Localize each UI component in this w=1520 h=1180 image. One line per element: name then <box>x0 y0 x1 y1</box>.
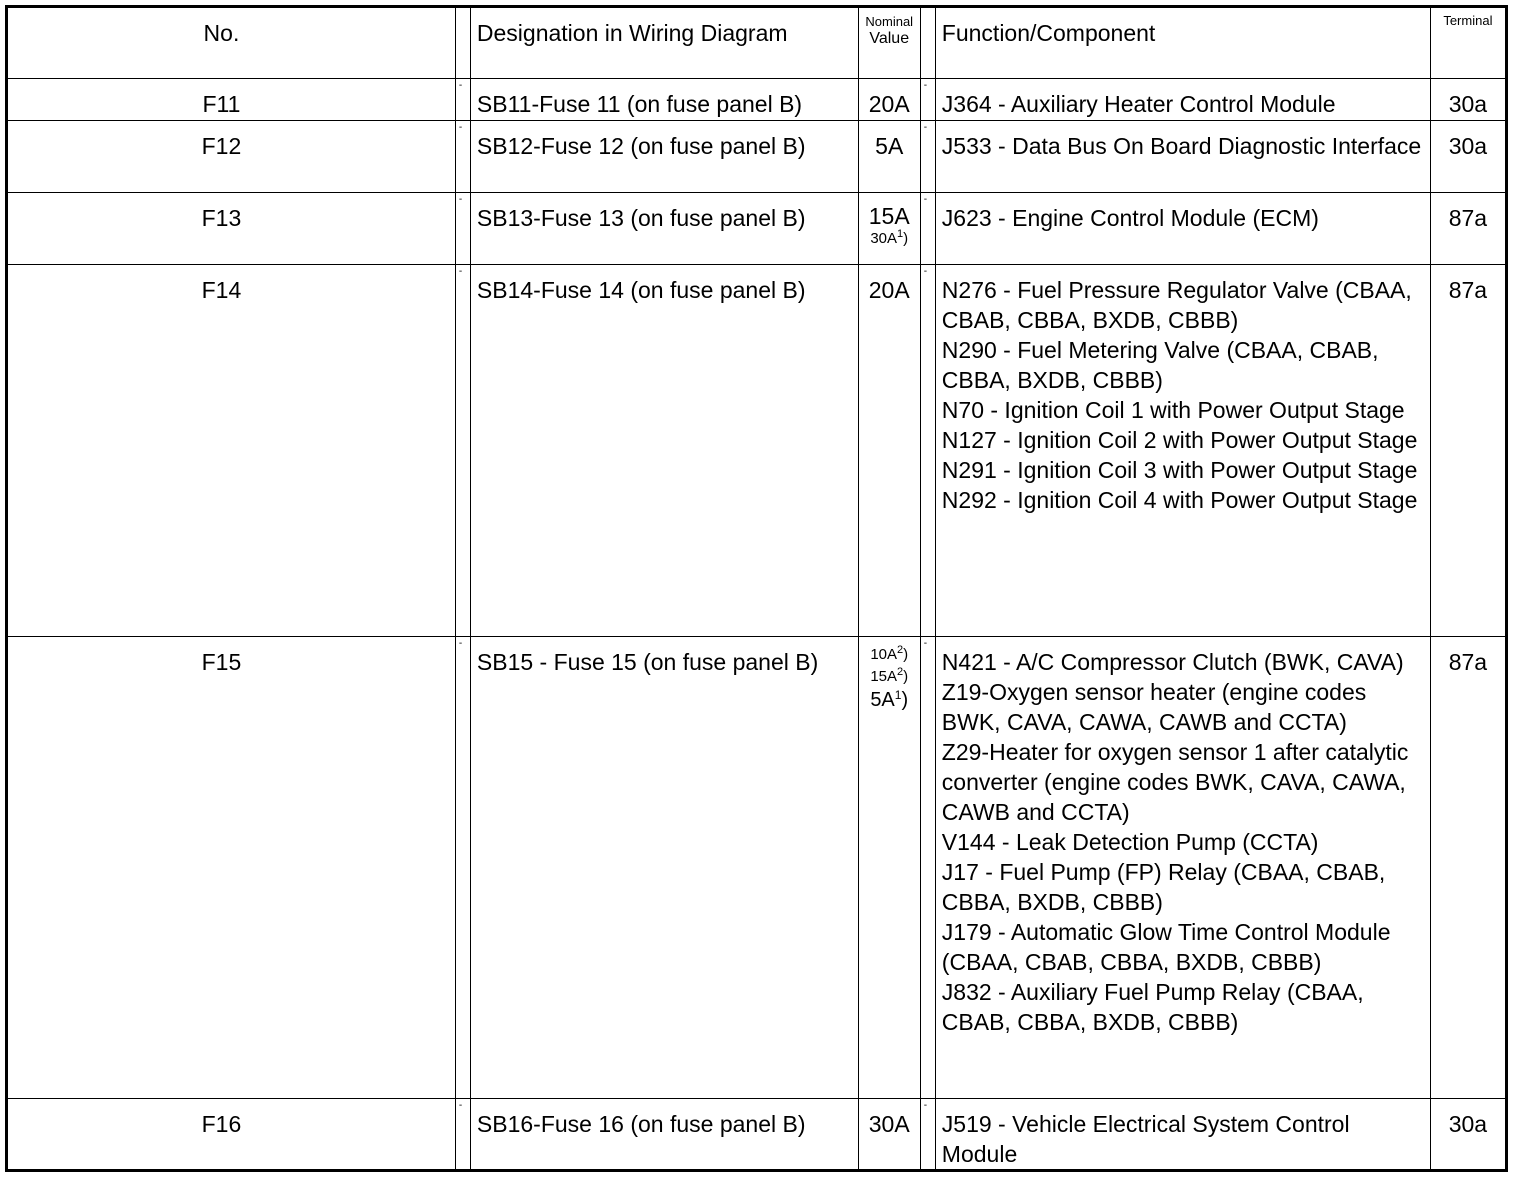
function-item: N421 - A/C Compressor Clutch (BWK, CAVA) <box>941 649 1404 675</box>
header-terminal <box>1430 7 1506 79</box>
header-nominal-line1: Nominal <box>865 14 914 29</box>
fuse-value: 20A <box>858 265 920 637</box>
footnote-mark: 1 <box>897 228 904 240</box>
header-nominal-line2: Value <box>869 30 910 47</box>
fuse-designation: SB12-Fuse 12 (on fuse panel B) <box>470 121 858 193</box>
separator-mark: - <box>458 266 463 277</box>
fuse-value <box>858 637 920 1099</box>
function-item: J623 - Engine Control Module (ECM) <box>941 205 1319 231</box>
separator-mark: - <box>458 194 463 205</box>
fuse-designation: SB13-Fuse 13 (on fuse panel B) <box>470 193 858 265</box>
table-row <box>7 193 1507 265</box>
fuse-number: F15 <box>7 637 456 1099</box>
fuse-function <box>935 121 1430 193</box>
separator-mark: - <box>923 638 928 649</box>
header-separator <box>455 7 470 79</box>
fuse-function <box>935 265 1430 637</box>
separator-mark: - <box>923 122 928 133</box>
value-close: ) <box>901 689 909 711</box>
fuse-designation: SB14-Fuse 14 (on fuse panel B) <box>470 265 858 637</box>
function-item: N290 - Fuel Metering Valve (CBAA, CBAB, CBBA, BXDB, CBBB) <box>941 337 1379 393</box>
function-item: Z29-Heater for oxygen sensor 1 after catalytic converter (engine codes BWK, CAVA, CAWA, CAWB and CCTA) <box>941 739 1409 825</box>
fuse-value: 20A <box>858 79 920 121</box>
table-row <box>7 121 1507 193</box>
separator-mark: - <box>458 1100 463 1111</box>
footnote-mark: 2 <box>897 644 904 656</box>
function-item: N291 - Ignition Coil 3 with Power Output Stage <box>941 457 1418 483</box>
fuse-terminal: 30a <box>1430 121 1506 193</box>
footnote-mark: 1 <box>894 688 902 702</box>
value-amp: 5A <box>870 689 895 711</box>
separator-mark: - <box>458 80 463 91</box>
header-terminal-label: Terminal <box>1443 13 1493 28</box>
function-item: J533 - Data Bus On Board Diagnostic Interface <box>941 133 1422 159</box>
function-item: Z19-Oxygen sensor heater (engine codes BWK, CAVA, CAWA, CAWB and CCTA) <box>941 679 1367 735</box>
value-close: ) <box>903 668 909 685</box>
header-nominal-value <box>858 7 920 79</box>
row-separator <box>920 121 935 193</box>
fuse-function <box>935 193 1430 265</box>
row-separator <box>455 121 470 193</box>
row-separator <box>455 79 470 121</box>
value-close: ) <box>903 230 909 247</box>
fuse-number: F12 <box>7 121 456 193</box>
row-separator <box>920 265 935 637</box>
fuse-terminal: 87a <box>1430 193 1506 265</box>
separator-mark: - <box>923 80 928 91</box>
fuse-function <box>935 1099 1430 1171</box>
table-row <box>7 79 1507 121</box>
fuse-number: F13 <box>7 193 456 265</box>
value-close: ) <box>903 646 909 663</box>
function-item: N70 - Ignition Coil 1 with Power Output Stage <box>941 397 1405 423</box>
fuse-value-option <box>859 667 920 687</box>
header-function: Function/Component <box>935 7 1430 79</box>
fuse-value-main: 15A <box>868 203 910 229</box>
fuse-value-alt <box>859 229 920 249</box>
row-separator <box>455 1099 470 1171</box>
function-item: J832 - Auxiliary Fuel Pump Relay (CBAA, CBAB, CBBA, BXDB, CBBB) <box>941 979 1364 1035</box>
header-separator <box>920 7 935 79</box>
fuse-number: F11 <box>7 79 456 121</box>
value-amp: 30A <box>870 230 898 247</box>
function-item: J179 - Automatic Glow Time Control Module (CBAA, CBAB, CBBA, BXDB, CBBB) <box>941 919 1391 975</box>
fuse-terminal: 30a <box>1430 1099 1506 1171</box>
separator-mark: - <box>923 194 928 205</box>
value-amp: 10A <box>870 646 898 663</box>
footnote-mark: 2 <box>897 666 904 678</box>
separator-mark: - <box>458 122 463 133</box>
fuse-value: 5A <box>858 121 920 193</box>
fuse-terminal: 30a <box>1430 79 1506 121</box>
fuse-designation: SB16-Fuse 16 (on fuse panel B) <box>470 1099 858 1171</box>
fuse-function <box>935 637 1430 1099</box>
function-item: N292 - Ignition Coil 4 with Power Output Stage <box>941 487 1418 513</box>
function-item: N276 - Fuel Pressure Regulator Valve (CBAA, CBAB, CBBA, BXDB, CBBB) <box>941 277 1412 333</box>
separator-mark: - <box>923 266 928 277</box>
value-amp: 15A <box>870 668 898 685</box>
row-separator <box>455 637 470 1099</box>
separator-mark: - <box>458 638 463 649</box>
table-row <box>7 637 1507 1099</box>
fuse-value-option <box>859 645 920 665</box>
function-item: N127 - Ignition Coil 2 with Power Output Stage <box>941 427 1418 453</box>
row-separator <box>455 265 470 637</box>
fuse-number: F14 <box>7 265 456 637</box>
function-item: J519 - Vehicle Electrical System Control Module <box>941 1111 1350 1167</box>
fuse-terminal: 87a <box>1430 265 1506 637</box>
row-separator <box>920 79 935 121</box>
row-separator <box>455 193 470 265</box>
row-separator <box>920 1099 935 1171</box>
function-item: J364 - Auxiliary Heater Control Module <box>941 91 1336 117</box>
fuse-number: F16 <box>7 1099 456 1171</box>
fuse-table <box>5 5 1508 1172</box>
fuse-designation: SB11-Fuse 11 (on fuse panel B) <box>470 79 858 121</box>
table-row <box>7 1099 1507 1171</box>
separator-mark: - <box>923 1100 928 1111</box>
header-designation: Designation in Wiring Diagram <box>470 7 858 79</box>
row-separator <box>920 193 935 265</box>
function-item: V144 - Leak Detection Pump (CCTA) <box>941 829 1319 855</box>
fuse-value: 30A <box>858 1099 920 1171</box>
fuse-value <box>858 193 920 265</box>
fuse-function <box>935 79 1430 121</box>
fuse-designation: SB15 - Fuse 15 (on fuse panel B) <box>470 637 858 1099</box>
fuse-terminal: 87a <box>1430 637 1506 1099</box>
header-no: No. <box>7 7 456 79</box>
function-item: J17 - Fuel Pump (FP) Relay (CBAA, CBAB, CBBA, BXDB, CBBB) <box>941 859 1386 915</box>
header-row <box>7 7 1507 79</box>
fuse-value-option <box>859 687 920 713</box>
table-row <box>7 265 1507 637</box>
row-separator <box>920 637 935 1099</box>
